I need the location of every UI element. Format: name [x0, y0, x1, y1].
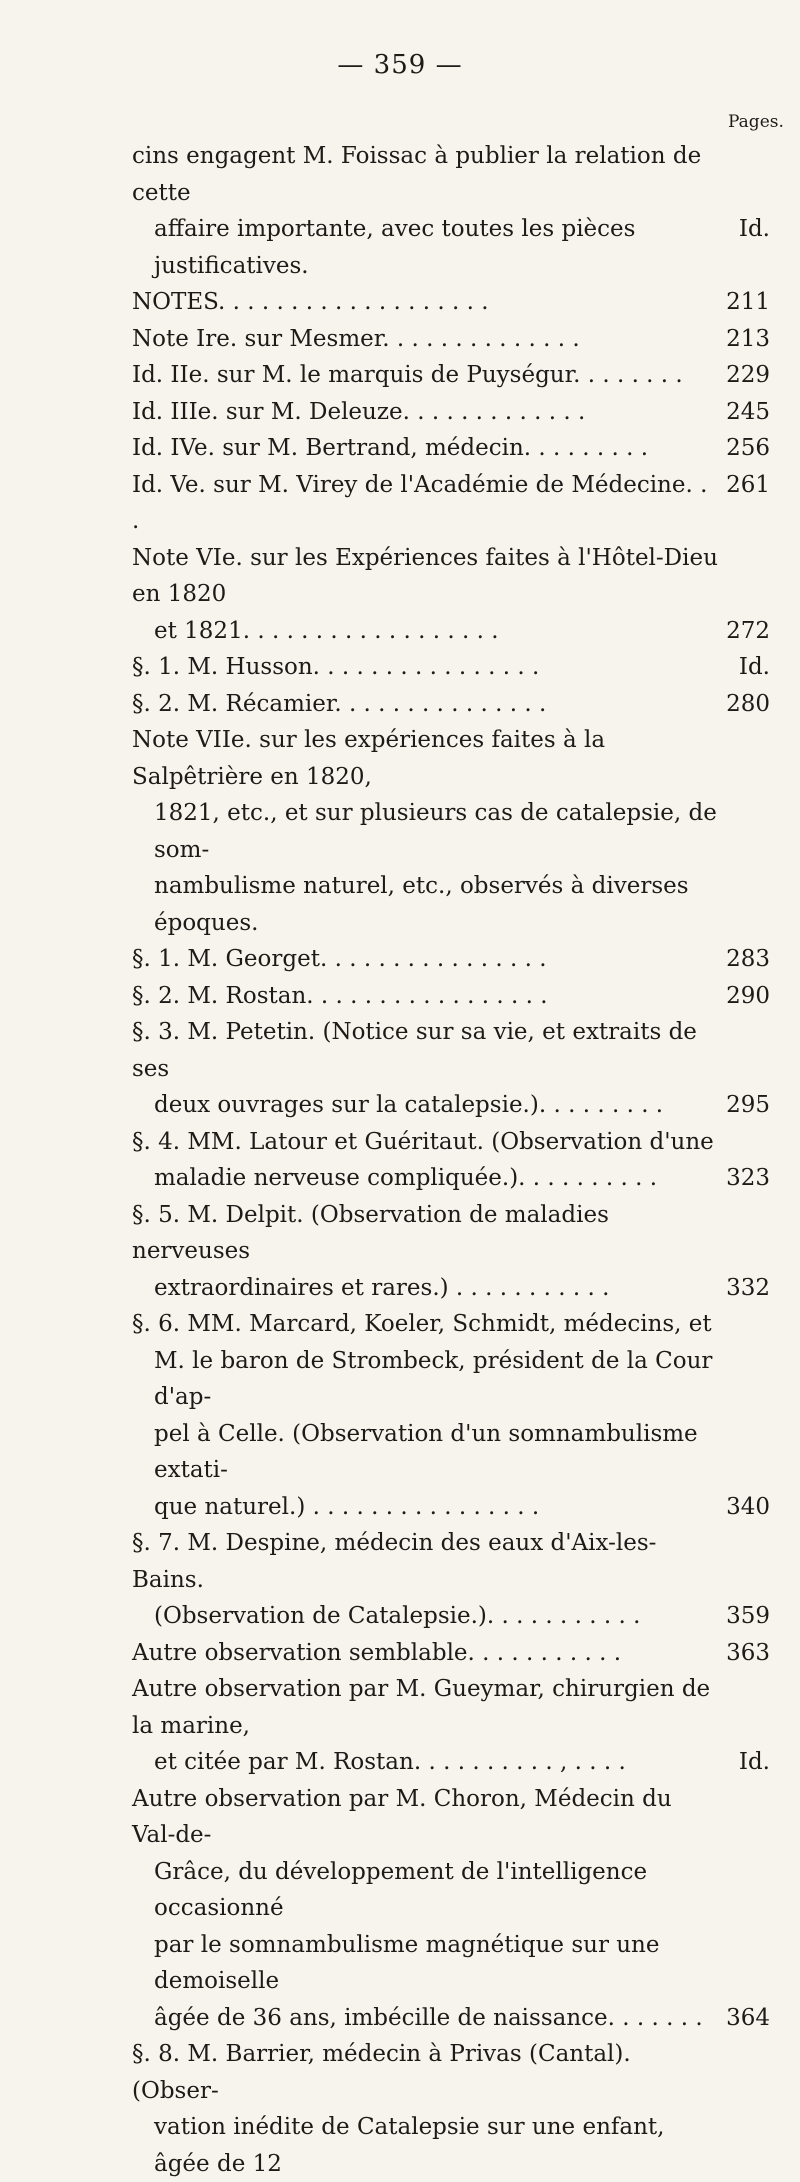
toc-line-text: Id. IIIe. sur M. Deleuze. . . . . . . . . . . . .	[132, 398, 586, 425]
toc-line-text: §. 8. M. Barrier, médecin à Privas (Cantal). (Obser-	[132, 2041, 631, 2104]
toc-entry	[132, 357, 770, 394]
toc-line-text: M. le baron de Strombeck, président de la Cour d'ap-	[154, 1347, 713, 1410]
toc-line-text: §. 1. M. Georget. . . . . . . . . . . . . . . .	[132, 946, 547, 972]
toc-page-number: 211	[726, 289, 770, 315]
toc-line	[132, 1124, 770, 1161]
toc-entry	[132, 138, 770, 284]
toc-line-text: Autre observation par M. Gueymar, chirurgien de la marine,	[132, 1676, 711, 1739]
toc-line-text: §. 2. M. Rostan. . . . . . . . . . . . . . . . .	[132, 982, 548, 1009]
toc-line-text: cins engagent M. Foissac à publier la relation de cette	[132, 143, 702, 206]
toc-page-number: 359	[726, 1603, 770, 1629]
toc-line	[132, 613, 770, 650]
toc-line-text: vation inédite de Catalepsie sur une enfant, âgée de 12	[154, 2114, 665, 2177]
toc-line	[132, 1306, 770, 1343]
toc-line	[132, 686, 770, 723]
toc-page-number: 280	[726, 690, 770, 717]
toc-entry	[132, 722, 770, 941]
toc-page-number: 364	[726, 2004, 770, 2031]
toc-line-text: NOTES. . . . . . . . . . . . . . . . . . .	[132, 289, 489, 315]
toc-line	[132, 1160, 770, 1197]
toc-line-text: §. 5. M. Delpit. (Observation de maladies nerveuses	[132, 1201, 609, 1264]
toc-line	[132, 357, 770, 394]
toc-line	[132, 321, 770, 358]
toc-page-number: Id.	[738, 654, 770, 680]
toc-line	[132, 1197, 770, 1270]
toc-line	[132, 2000, 770, 2037]
toc-line-text: Id. Ve. sur M. Virey de l'Académie de Médecine. . .	[132, 471, 708, 534]
pages-column-label: Pages.	[728, 112, 784, 132]
toc-line-text: Autre observation semblable. . . . . . . . . . .	[132, 1639, 622, 1666]
toc-line	[132, 649, 770, 686]
toc-line-text: nambulisme naturel, etc., observés à diverses époques.	[154, 873, 689, 936]
toc-line	[132, 1489, 770, 1526]
toc-entry	[132, 941, 770, 978]
toc-line	[132, 722, 770, 795]
toc-line	[132, 1014, 770, 1087]
toc-line-text: extraordinaires et rares.) . . . . . . . . . . .	[154, 1274, 610, 1301]
toc-page-number: 340	[726, 1493, 770, 1520]
page-number: — 359 —	[337, 50, 463, 80]
toc-entry	[132, 284, 770, 321]
toc-line-text: Id. IVe. sur M. Bertrand, médecin. . . . . . . . .	[132, 435, 649, 461]
toc-line-text: et 1821. . . . . . . . . . . . . . . . . .	[154, 617, 499, 644]
table-of-contents	[132, 138, 770, 2182]
toc-entry	[132, 978, 770, 1015]
toc-line-text: que naturel.) . . . . . . . . . . . . . . . .	[154, 1493, 540, 1520]
toc-entry	[132, 394, 770, 431]
toc-line-text: §. 2. M. Récamier. . . . . . . . . . . . . . .	[132, 690, 547, 717]
toc-line-text: (Observation de Catalepsie.). . . . . . . . . . .	[154, 1603, 641, 1629]
toc-line	[132, 795, 770, 868]
toc-entry	[132, 1014, 770, 1124]
toc-line-text: §. 7. M. Despine, médecin des eaux d'Aix-les-Bains.	[132, 1530, 657, 1593]
toc-page-number: 229	[726, 362, 770, 388]
toc-line-text: maladie nerveuse compliquée.). . . . . . . . . .	[154, 1165, 658, 1191]
toc-line-text: par le somnambulisme magnétique sur une demoiselle	[154, 1931, 660, 1994]
toc-line-text: Note Ire. sur Mesmer. . . . . . . . . . . . . .	[132, 325, 580, 352]
toc-page-number: 332	[726, 1274, 770, 1301]
toc-line-text: deux ouvrages sur la catalepsie.). . . . . . . . .	[154, 1092, 664, 1118]
toc-page-number: 363	[726, 1639, 770, 1666]
toc-entry	[132, 1781, 770, 2037]
toc-page-number: 256	[726, 435, 770, 461]
toc-page-number: 295	[726, 1092, 770, 1118]
toc-line-text: §. 3. M. Petetin. (Notice sur sa vie, et extraits de ses	[132, 1019, 697, 1082]
toc-line	[132, 978, 770, 1015]
toc-entry	[132, 430, 770, 467]
toc-line	[132, 1087, 770, 1124]
toc-page-number: 283	[726, 946, 770, 972]
toc-line	[132, 1270, 770, 1307]
toc-entry	[132, 467, 770, 540]
toc-line-text: affaire importante, avec toutes les pièces justificatives.	[154, 216, 636, 279]
toc-line	[132, 1927, 770, 2000]
toc-entry	[132, 321, 770, 358]
toc-line	[132, 430, 770, 467]
toc-line	[132, 284, 770, 321]
toc-line	[132, 1854, 770, 1927]
toc-entry	[132, 649, 770, 686]
toc-entry	[132, 1635, 770, 1672]
toc-page-number: 261	[726, 471, 770, 498]
toc-line	[132, 394, 770, 431]
toc-entry	[132, 540, 770, 650]
toc-line	[132, 1635, 770, 1672]
toc-line	[132, 1781, 770, 1854]
toc-line-text: Id. IIe. sur M. le marquis de Puységur. . . . . . . .	[132, 362, 683, 388]
toc-line-text: Note VIe. sur les Expériences faites à l'Hôtel-Dieu en 1820	[132, 544, 718, 607]
toc-entry	[132, 1671, 770, 1781]
toc-entry	[132, 1306, 770, 1525]
toc-line	[132, 1343, 770, 1416]
toc-line	[132, 1671, 770, 1744]
toc-line-text: 1821, etc., et sur plusieurs cas de catalepsie, de som-	[154, 800, 717, 863]
toc-page-number: 323	[726, 1165, 770, 1191]
toc-line	[132, 1416, 770, 1489]
toc-line	[132, 2036, 770, 2109]
toc-line	[132, 211, 770, 284]
toc-page-number: 272	[726, 617, 770, 644]
toc-line-text: âgée de 36 ans, imbécille de naissance. . . . . . .	[154, 2004, 703, 2031]
toc-line-text: pel à Celle. (Observation d'un somnambulisme extati-	[154, 1420, 698, 1483]
toc-line-text: §. 1. M. Husson. . . . . . . . . . . . . . . .	[132, 654, 540, 680]
toc-entry	[132, 1124, 770, 1197]
toc-line	[132, 138, 770, 211]
toc-line	[132, 868, 770, 941]
toc-line-text: Note VIIe. sur les expériences faites à la Salpêtrière en 1820,	[132, 727, 606, 790]
toc-line	[132, 1525, 770, 1598]
toc-line-text: §. 4. MM. Latour et Guéritaut. (Observation d'une	[132, 1128, 714, 1155]
toc-line-text: §. 6. MM. Marcard, Koeler, Schmidt, médecins, et	[132, 1311, 712, 1337]
toc-line	[132, 467, 770, 540]
toc-entry	[132, 1525, 770, 1635]
toc-line	[132, 540, 770, 613]
toc-entry	[132, 686, 770, 723]
toc-page-number: 213	[726, 325, 770, 352]
toc-line-text: Grâce, du développement de l'intelligence occasionné	[154, 1858, 648, 1921]
toc-entry	[132, 2036, 770, 2182]
toc-line-text: et citée par M. Rostan. . . . . . . . . . , . . . .	[154, 1749, 626, 1775]
toc-line	[132, 941, 770, 978]
toc-line-text: Autre observation par M. Choron, Médecin du Val-de-	[132, 1785, 672, 1848]
toc-line	[132, 1744, 770, 1781]
toc-page-number: 245	[726, 398, 770, 425]
toc-line	[132, 1598, 770, 1635]
toc-entry	[132, 1197, 770, 1307]
toc-page-number: Id.	[738, 1749, 770, 1775]
toc-page-number: Id.	[738, 216, 770, 242]
toc-page-number: 290	[726, 982, 770, 1009]
toc-line	[132, 2109, 770, 2182]
